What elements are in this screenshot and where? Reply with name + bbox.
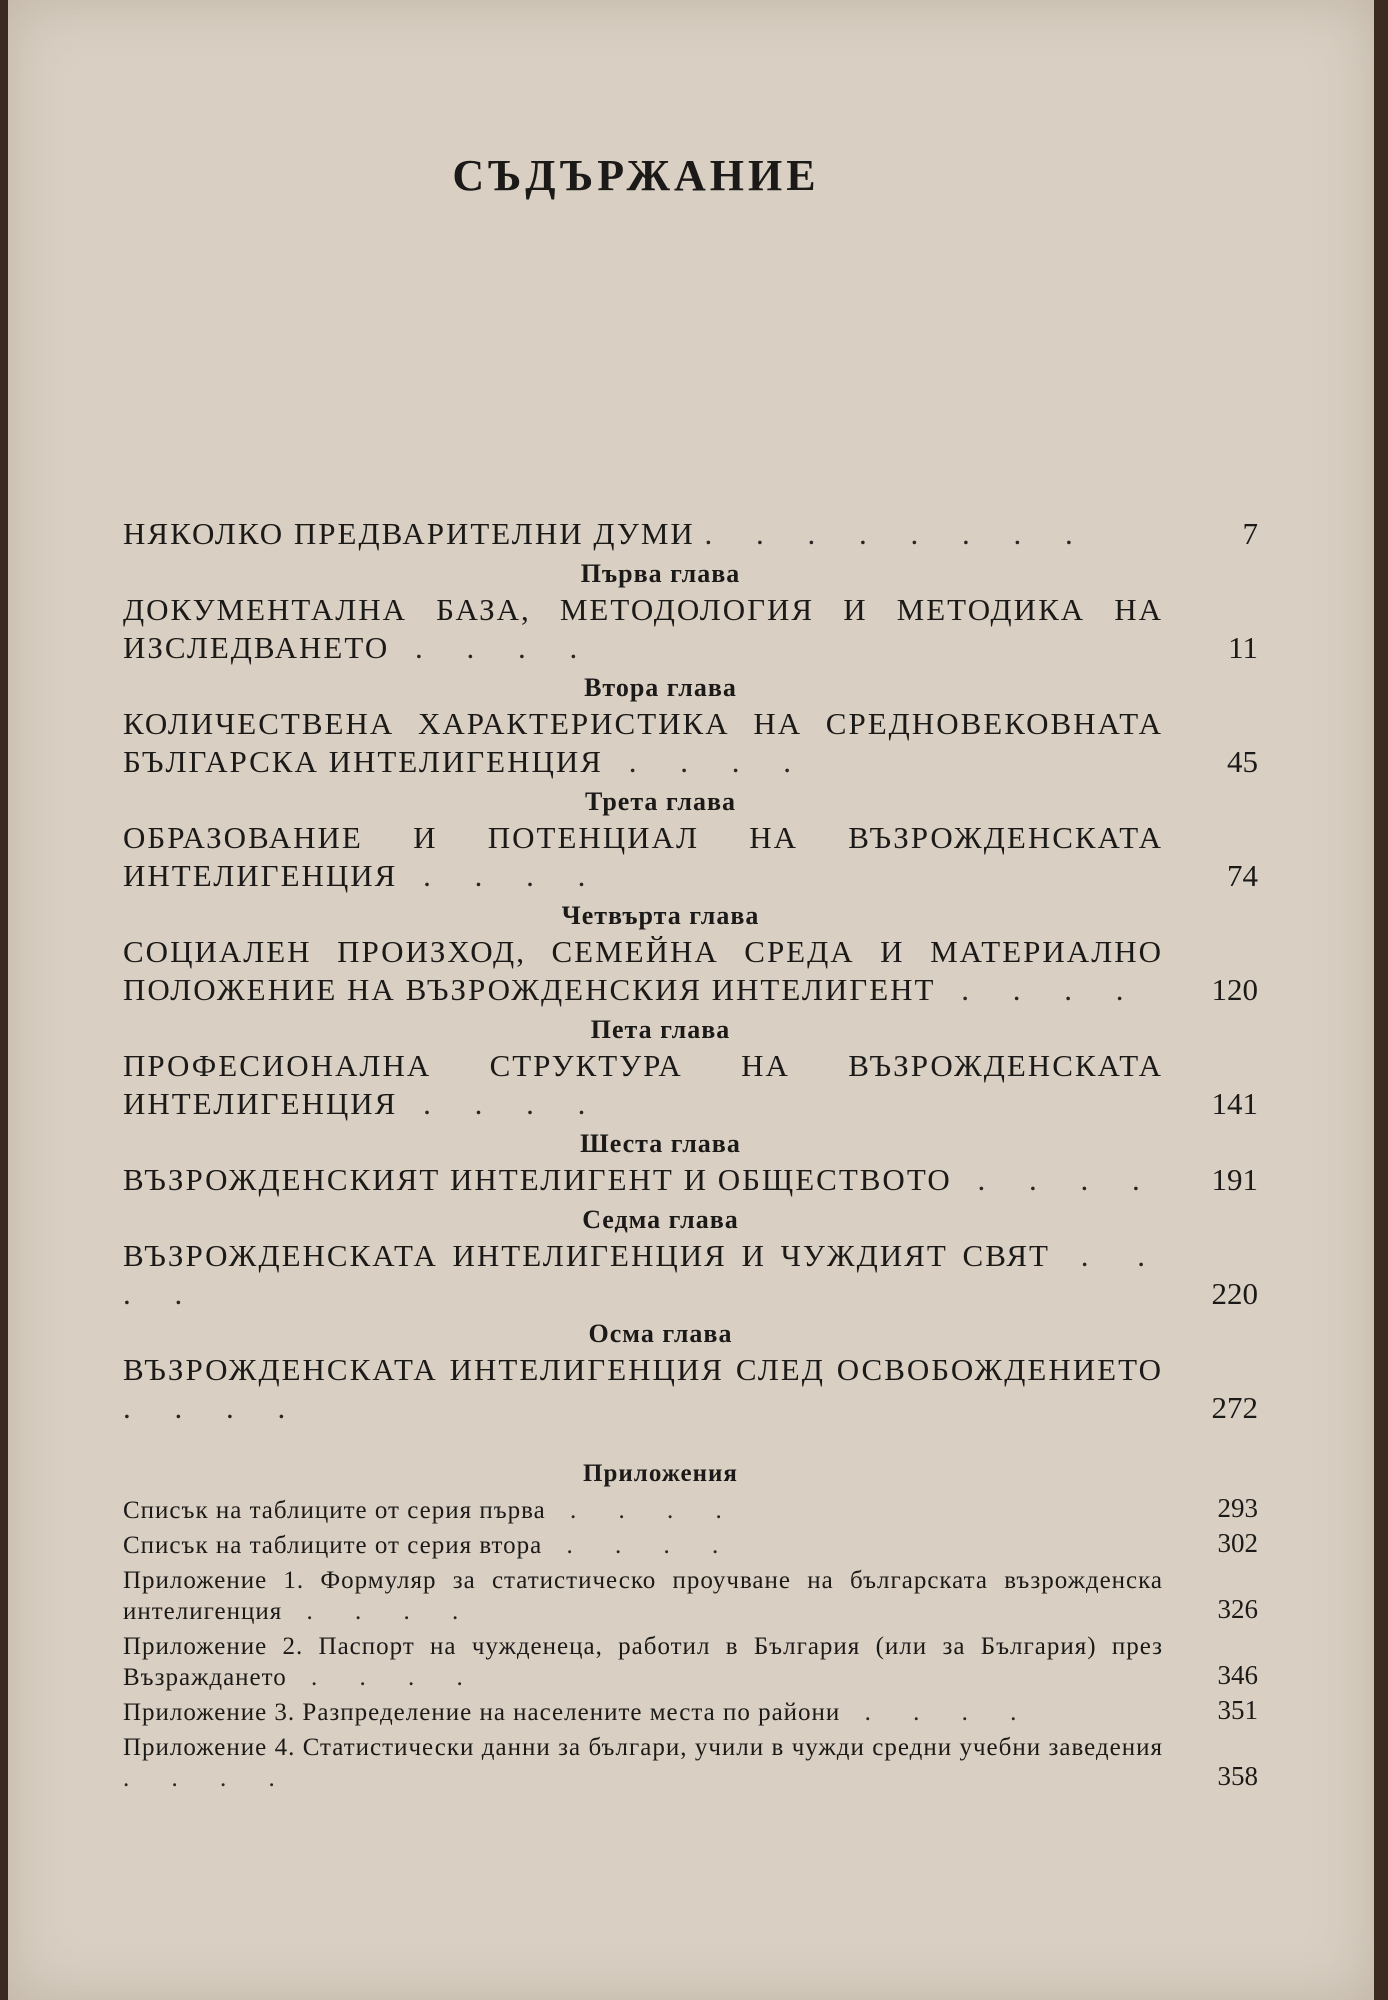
toc-entry-title: СОЦИАЛЕН ПРОИЗХОД, СЕМЕЙНА СРЕДА И МАТЕРИАЛНО ПОЛОЖЕНИЕ НА ВЪЗРОЖДЕНСКИЯ ИНТЕЛИГЕНТ — [123, 934, 1163, 1007]
appendix-list — [123, 1495, 1258, 1794]
toc-entry — [123, 1351, 1258, 1427]
dot-leader: . . . . — [123, 1765, 293, 1792]
chapter-label: Трета глава — [584, 787, 737, 816]
appendix-page-number: 351 — [1217, 1695, 1258, 1725]
appendix-page-number: 302 — [1217, 1528, 1258, 1558]
toc-entry-title: ВЪЗРОЖДЕНСКИЯТ ИНТЕЛИГЕНТ И ОБЩЕСТВОТО — [123, 1162, 952, 1197]
toc-page-number: 272 — [1211, 1390, 1258, 1425]
chapter-label: Пета глава — [590, 1015, 731, 1044]
toc-entry — [123, 819, 1258, 895]
toc-page-number: 141 — [1211, 1086, 1258, 1121]
toc-entry-intro — [123, 515, 1258, 553]
appendix-item — [123, 1631, 1258, 1693]
toc-entry-title: ДОКУМЕНТАЛНА БАЗА, МЕТОДОЛОГИЯ И МЕТОДИКА НА ИЗСЛЕДВАНЕТО — [123, 592, 1163, 665]
toc-entry-title: КОЛИЧЕСТВЕНА ХАРАКТЕРИСТИКА НА СРЕДНОВЕКОВНАТА БЪЛГАРСКА ИНТЕЛИГЕНЦИЯ — [123, 706, 1163, 779]
toc-entry — [123, 705, 1258, 781]
toc-page-number: 120 — [1211, 972, 1258, 1007]
table-of-contents — [123, 515, 1258, 1794]
page-title: СЪДЪРЖАНИЕ — [452, 151, 820, 200]
dot-leader: . . . . — [542, 1532, 737, 1559]
chapter-label: Втора глава — [584, 673, 737, 702]
chapter-list — [123, 557, 1258, 1427]
toc-entry — [123, 933, 1258, 1009]
dot-leader: . . . . — [389, 630, 596, 665]
dot-leader: . . . . — [282, 1598, 477, 1625]
dot-leader: . . . . — [123, 1390, 304, 1425]
appendix-page-number: 293 — [1217, 1493, 1258, 1523]
dot-leader: . . . . — [935, 972, 1142, 1007]
appendix-item-title: Списък на таблиците от серия първа — [123, 1497, 546, 1524]
appendix-item — [123, 1565, 1258, 1627]
dot-leader: . . . . — [840, 1699, 1035, 1726]
chapter-label: Първа глава — [580, 559, 741, 588]
appendix-item-title: Списък на таблиците от серия втора — [123, 1532, 543, 1559]
dot-leader: . . . . — [951, 1162, 1158, 1197]
appendix-item — [123, 1530, 1258, 1561]
appendix-item-title: Приложение 3. Разпределение на населените места по райони — [123, 1699, 841, 1726]
toc-page-number: 45 — [1227, 744, 1258, 779]
toc-entry-title: ПРОФЕСИОНАЛНА СТРУКТУРА НА ВЪЗРОЖДЕНСКАТА ИНТЕЛИГЕНЦИЯ — [123, 1048, 1163, 1121]
appendix-page-number: 358 — [1217, 1761, 1258, 1791]
appendix-page-number: 326 — [1217, 1594, 1258, 1624]
appendix-item — [123, 1495, 1258, 1526]
appendix-item — [123, 1732, 1258, 1794]
toc-page-number: 7 — [1242, 516, 1258, 551]
dot-leader: . . . . — [545, 1497, 740, 1524]
dot-leader: . . . . — [602, 744, 809, 779]
toc-page-number: 191 — [1211, 1162, 1258, 1197]
chapter-label: Четвърта глава — [561, 901, 760, 930]
chapter-label: Осма глава — [588, 1319, 733, 1348]
chapter-label: Седма глава — [582, 1205, 739, 1234]
toc-entry-title: ВЪЗРОЖДЕНСКАТА ИНТЕЛИГЕНЦИЯ СЛЕД ОСВОБОЖДЕНИЕТО — [123, 1352, 1163, 1387]
toc-entry-title: НЯКОЛКО ПРЕДВАРИТЕЛНИ ДУМИ — [123, 516, 695, 551]
dot-leader: . . . . . . . . — [704, 516, 1091, 551]
appendix-heading: Приложения — [583, 1460, 738, 1487]
dot-leader: . . . . — [286, 1664, 481, 1691]
book-page — [8, 0, 1374, 2000]
dot-leader: . . . . — [123, 1238, 1163, 1311]
appendix-item — [123, 1697, 1258, 1728]
toc-entry — [123, 1237, 1258, 1313]
appendix-item-title: Приложение 4. Статистически данни за българи, учили в чужди средни учебни заведения — [123, 1734, 1163, 1761]
appendix-page-number: 346 — [1217, 1660, 1258, 1690]
toc-page-number: 11 — [1228, 630, 1258, 665]
appendix-item-title: Приложение 1. Формуляр за статистическо проучване на българската възрожденска интелигенция — [123, 1567, 1163, 1625]
toc-entry — [123, 1047, 1258, 1123]
toc-entry-title: ОБРАЗОВАНИЕ И ПОТЕНЦИАЛ НА ВЪЗРОЖДЕНСКАТА ИНТЕЛИГЕНЦИЯ — [123, 820, 1163, 893]
toc-entry — [123, 1161, 1258, 1199]
toc-entry — [123, 591, 1258, 667]
appendix-item-title: Приложение 2. Паспорт на чужденеца, работил в България (или за България) през Възраждането — [123, 1633, 1163, 1691]
toc-entry-title: ВЪЗРОЖДЕНСКАТА ИНТЕЛИГЕНЦИЯ И ЧУЖДИЯТ СВЯТ — [123, 1238, 1050, 1273]
dot-leader: . . . . — [397, 858, 604, 893]
toc-page-number: 220 — [1211, 1276, 1258, 1311]
dot-leader: . . . . — [397, 1086, 604, 1121]
toc-page-number: 74 — [1227, 858, 1258, 893]
chapter-label: Шеста глава — [580, 1129, 741, 1158]
